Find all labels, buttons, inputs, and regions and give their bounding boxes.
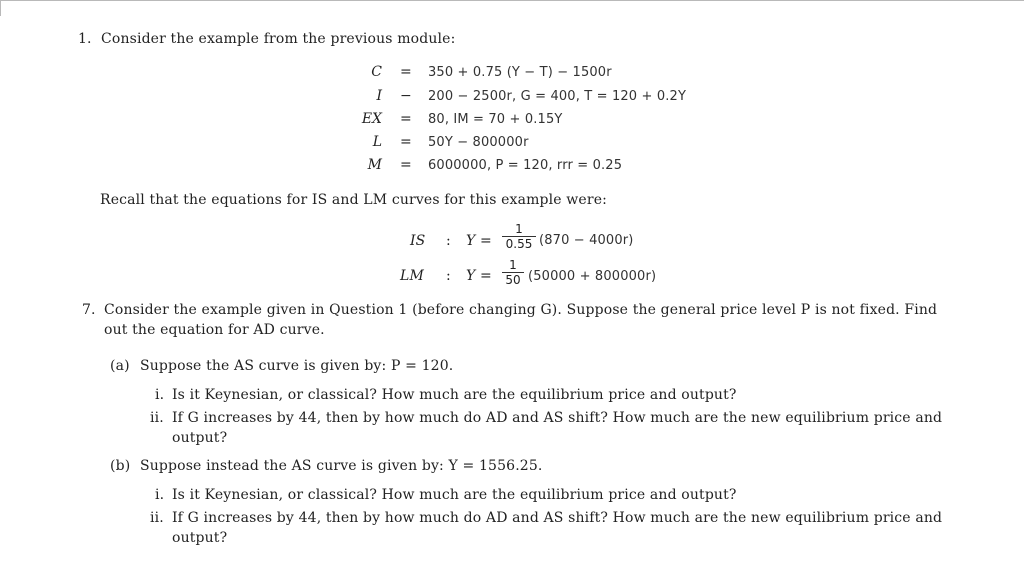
q7-line2: out the equation for AD curve. <box>104 322 325 338</box>
is-numerator: 1 <box>502 222 536 237</box>
eq-lhs: L <box>372 134 382 150</box>
part-a-ii-line1: If G increases by 44, then by how much do AD and AS shift? How much are the new equilibrium price and <box>172 410 943 426</box>
is-sep: : <box>446 233 451 249</box>
eq-op: − <box>400 88 412 104</box>
part-b-ii-label: ii. <box>150 510 164 526</box>
lm-numerator: 1 <box>502 258 524 273</box>
lm-label: LM <box>400 268 424 284</box>
q1-text: Consider the example from the previous module: <box>101 31 456 47</box>
part-a-ii-label: ii. <box>150 410 164 426</box>
eq-lhs: M <box>367 157 382 173</box>
eq-rhs: 80, IM = 70 + 0.15Y <box>428 112 563 127</box>
lm-rest: (50000 + 800000r) <box>528 269 657 284</box>
eq-rhs: 350 + 0.75 (Y − T) − 1500r <box>428 65 612 80</box>
lm-fraction <box>502 258 524 287</box>
q1-number: 1. <box>78 31 92 47</box>
eq-op: = <box>400 64 412 80</box>
eq-lhs: I <box>376 88 382 104</box>
eq-lhs: C <box>371 64 382 80</box>
q7-line1: Consider the example given in Question 1 (before changing G). Suppose the general price level P is not fixed. Find <box>104 302 938 318</box>
lm-denominator: 50 <box>505 273 521 287</box>
eq-rhs: 50Y − 800000r <box>428 135 529 150</box>
part-b-ii-line1: If G increases by 44, then by how much do AD and AS shift? How much are the new equilibrium price and <box>172 510 943 526</box>
lm-sep: : <box>446 268 451 284</box>
recall-text: Recall that the equations for IS and LM curves for this example were: <box>100 192 608 208</box>
part-a-i-text: Is it Keynesian, or classical? How much are the equilibrium price and output? <box>172 387 737 403</box>
part-a-text: Suppose the AS curve is given by: P = 120. <box>140 358 454 374</box>
is-rest: (870 − 4000r) <box>539 233 634 248</box>
is-y: Y = <box>466 233 492 249</box>
is-label: IS <box>410 233 426 249</box>
lm-y: Y = <box>466 268 492 284</box>
is-fraction <box>502 222 536 251</box>
eq-rhs: 6000000, P = 120, rrr = 0.25 <box>428 158 623 173</box>
page-border-left <box>0 0 1 16</box>
part-b-label: (b) <box>110 458 131 474</box>
eq-op: = <box>400 157 412 173</box>
part-b-text: Suppose instead the AS curve is given by: Y = 1556.25. <box>140 458 543 474</box>
part-a-label: (a) <box>110 358 130 374</box>
eq-op: = <box>400 134 412 150</box>
part-b-i-label: i. <box>155 487 165 503</box>
part-a-i-label: i. <box>155 387 165 403</box>
eq-lhs: EX <box>361 111 382 127</box>
part-a-ii-line2: output? <box>172 430 228 446</box>
part-b-ii-line2: output? <box>172 530 228 546</box>
eq-op: = <box>400 111 412 127</box>
part-b-i-text: Is it Keynesian, or classical? How much are the equilibrium price and output? <box>172 487 737 503</box>
q7-number: 7. <box>82 302 96 318</box>
eq-rhs: 200 − 2500r, G = 400, T = 120 + 0.2Y <box>428 89 687 104</box>
page-border-top <box>0 0 1024 1</box>
is-denominator: 0.55 <box>505 237 533 251</box>
